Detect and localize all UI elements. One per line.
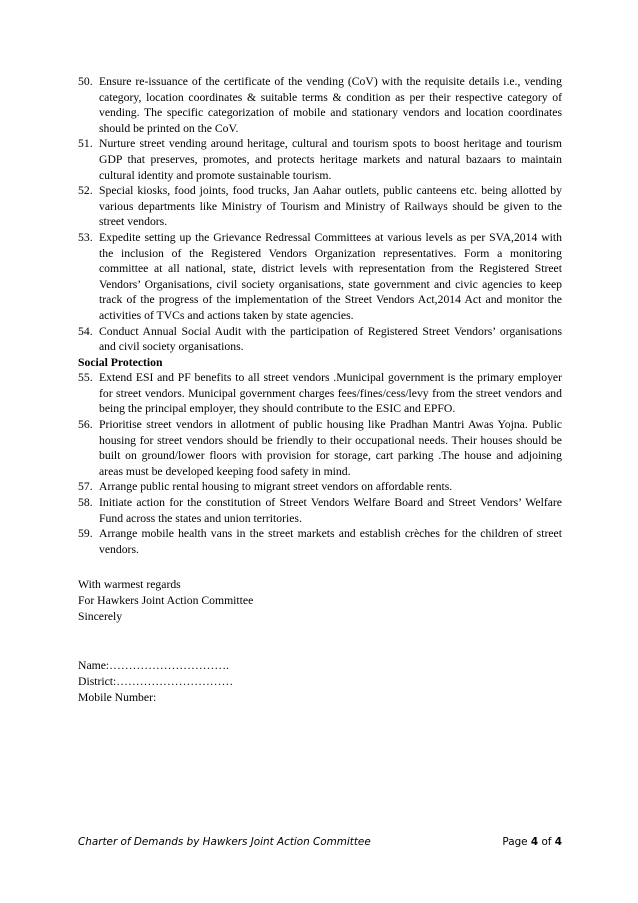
page-indicator [502,836,562,848]
list-item [78,74,562,136]
item-number: 59. [78,527,93,541]
item-text: Prioritise street vendors in allotment of public housing like Pradhan Mantri Awas Yojna. Public housing for street vendors should be friendly to their occupational needs. Their houses should be built on ground/lower floors with provision for storage, cart parking .The house and adjoining areas must be developed keeping food safety in mind. [99,418,562,478]
list-item [78,136,562,183]
closing-regards: With warmest regards [78,578,181,591]
page-total: 4 [554,836,562,848]
page-label: Page [502,836,528,848]
district-field-label: District:………………………… [78,675,234,688]
list-item [78,230,562,324]
item-number: 58. [78,496,93,510]
page-footer [78,836,562,848]
page-of: of [541,836,552,848]
item-number: 57. [78,480,93,494]
item-number: 55. [78,371,93,385]
footer-title: Charter of Demands by Hawkers Joint Action Committee [78,836,371,848]
signature-block [78,658,233,706]
item-number: 54. [78,324,93,338]
closing-organization: For Hawkers Joint Action Committee [78,594,254,607]
list-item [78,370,562,417]
item-number: 56. [78,418,93,432]
list-item [78,183,562,230]
item-number: 51. [78,137,93,151]
item-text: Conduct Annual Social Audit with the participation of Registered Street Vendors’ organisations and civil society organisations. [99,324,562,354]
item-text: Expedite setting up the Grievance Redressal Committees at various levels as per SVA,2014 with the inclusion of the Registered Vendors Organization representatives. Form a monitoring committee at all national, state, district levels with representation from the Registered Street Vendors’ Organisations, civil society organisations, state government and civic agencies to keep track of the progress of the implementation of the Street Vendors Act,2014 Act and monitor the activities of TVCs and actions taken by state agencies. [99,230,562,322]
list-item [78,479,562,495]
list-item [78,417,562,479]
name-field-label: Name:…………………………. [78,659,229,672]
item-number: 52. [78,184,93,198]
item-text: Special kiosks, food joints, food trucks, Jan Aahar outlets, public canteens etc. being allotted by various departments like Ministry of Tourism and Ministry of Railways should be given to the street vendors. [99,184,562,229]
demands-list [78,74,562,557]
list-item [78,495,562,526]
page-current: 4 [530,836,539,848]
item-text: Arrange public rental housing to migrant street vendors on affordable rents. [99,480,453,494]
item-text: Ensure re-issuance of the certificate of the vending (CoV) with the requisite details i.e., vending category, location coordinates & suitable terms & condition as per their respective category of vending. The specific categorization of mobile and stationary vendors and location coordinates should be printed on the CoV. [99,75,562,135]
item-text: Arrange mobile health vans in the street markets and establish crèches for the children of street vendors. [99,527,562,556]
list-item [78,526,562,557]
section-heading: Social Protection [78,355,163,369]
item-number: 50. [78,75,93,88]
item-text: Initiate action for the constitution of Street Vendors Welfare Board and Street Vendors’ Welfare Fund across the states and union territories. [99,496,562,525]
closing-block [78,577,253,625]
list-item [78,324,562,355]
item-text: Extend ESI and PF benefits to all street vendors .Municipal government is the primary employer for street vendors. Municipal government charges fees/fines/cess/levy from the street vendors and being the principal employer, they should contribute to the ESIC and EPFO. [99,371,562,416]
item-text: Nurture street vending around heritage, cultural and tourism spots to boost heritage and tourism GDP that preserves, promotes, and protects heritage markets and natural bazaars to maintain cultural identity and promote sustainable tourism. [99,137,562,182]
closing-sincerely: Sincerely [78,610,123,623]
mobile-field-label: Mobile Number: [78,691,157,704]
item-number: 53. [78,230,93,244]
